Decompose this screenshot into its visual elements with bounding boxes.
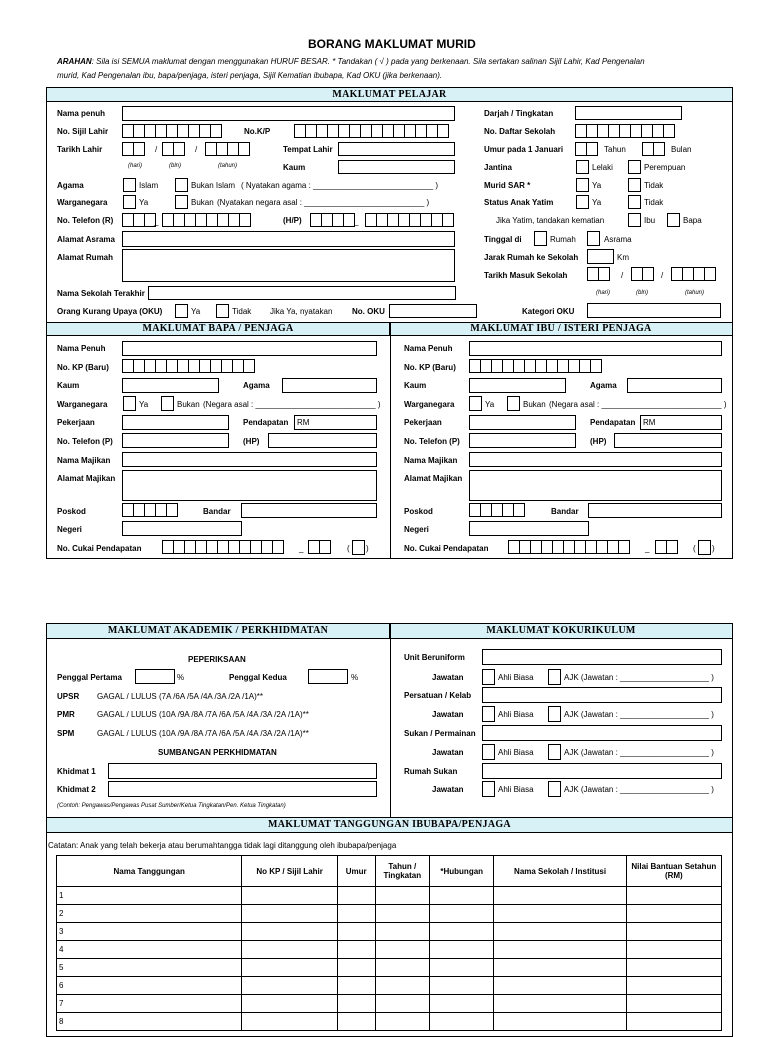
row-number: 1	[57, 887, 242, 905]
sukan-ahli-biasa-label: Ahli Biasa	[498, 748, 534, 757]
unit-beruniform-field[interactable]	[482, 649, 722, 665]
no-kp-cells[interactable]	[295, 124, 449, 138]
masuk-hint-bln: (bln)	[636, 290, 649, 296]
ibu-label-pekerjaan: Pekerjaan	[404, 418, 442, 427]
bapa-warganegara-ya-checkbox[interactable]	[123, 396, 136, 411]
bapa-majikan-field[interactable]	[122, 452, 377, 467]
umur-tahun-cells[interactable]	[576, 142, 598, 156]
row-number: 2	[57, 905, 242, 923]
oku-ya-checkbox[interactable]	[175, 304, 188, 318]
header-kokurikulum: MAKLUMAT KOKURIKULUM	[390, 624, 732, 639]
jika-yatim-text: Jika Yatim, tandakan kematian	[496, 216, 605, 225]
table-row[interactable]	[57, 977, 722, 995]
penggal-pertama-percent: %	[177, 673, 185, 682]
ibu-kaum-field[interactable]	[469, 378, 566, 393]
sukan-ajk-label: AJK (Jawatan : ____________________ )	[564, 748, 714, 757]
row-number: 8	[57, 1013, 242, 1031]
header-tanggungan: MAKLUMAT TANGGUNGAN IBUBAPA/PENJAGA	[47, 818, 732, 833]
penggal-kedua-percent: %	[351, 673, 359, 682]
ibu-cukai-suffix[interactable]	[656, 540, 678, 554]
bapa-label-pekerjaan: Pekerjaan	[57, 418, 95, 427]
kematian-bapa-checkbox[interactable]	[667, 213, 680, 227]
tinggal-asrama-checkbox[interactable]	[587, 231, 600, 246]
jantina-perempuan-label: Perempuan	[644, 163, 686, 172]
instructions-line-1	[57, 57, 645, 67]
bapa-label-pendapatan: Pendapatan	[243, 418, 289, 427]
ibu-label-hp: (HP)	[590, 437, 607, 446]
penggal-pertama-field[interactable]	[135, 669, 175, 684]
tarikh-masuk-tahun[interactable]	[672, 267, 716, 281]
label-oku: Orang Kurang Upaya (OKU)	[57, 307, 163, 316]
ibu-label-bandar: Bandar	[551, 507, 579, 516]
unit-ajk-label: AJK (Jawatan : ____________________ )	[564, 673, 714, 682]
bapa-agama-field[interactable]	[282, 378, 377, 393]
bapa-warganegara-bukan-checkbox[interactable]	[161, 396, 174, 411]
bapa-label-nama: Nama Penuh	[57, 344, 106, 353]
label-no-oku: No. OKU	[352, 307, 385, 316]
header-akademik: MAKLUMAT AKADEMIK / PERKHIDMATAN	[47, 624, 390, 639]
row-number: 7	[57, 995, 242, 1013]
jarak-km: Km	[617, 253, 629, 262]
kategori-oku-field[interactable]	[587, 303, 721, 318]
ibu-label-alamat-majikan: Alamat Majikan	[404, 474, 463, 483]
bapa-label-kp: No. KP (Baru)	[57, 363, 109, 372]
agama-bukan-islam-label: Bukan Islam	[191, 181, 236, 190]
instructions-label: ARAHAN	[57, 57, 92, 66]
row-number: 4	[57, 941, 242, 959]
rumah-ahli-biasa-checkbox[interactable]	[482, 781, 495, 797]
ibu-paren-open: (	[693, 544, 696, 553]
alamat-asrama-field[interactable]	[122, 231, 455, 247]
bapa-label-poskod: Poskod	[57, 507, 86, 516]
hp-prefix[interactable]	[311, 213, 355, 227]
label-persatuan: Persatuan / Kelab	[404, 691, 472, 700]
label-darjah: Darjah / Tingkatan	[484, 109, 554, 118]
tarikh-masuk-slash-2: /	[661, 271, 664, 280]
row-number: 6	[57, 977, 242, 995]
header-ibu: MAKLUMAT IBU / ISTERI PENJAGA	[390, 323, 732, 336]
warganegara-bukan-label: Bukan	[191, 198, 214, 207]
bapa-poskod-cells[interactable]	[123, 503, 178, 517]
label-jantina: Jantina	[484, 163, 513, 172]
persatuan-ahli-biasa-checkbox[interactable]	[482, 706, 495, 722]
umur-bulan-label: Bulan	[671, 145, 692, 154]
ibu-negara-asal: (Negara asal : ___________________________ )	[549, 400, 727, 409]
ibu-rm: RM	[643, 418, 656, 427]
label-status-yatim: Status Anak Yatim	[484, 198, 554, 207]
bapa-kp-cells[interactable]	[123, 359, 255, 373]
bapa-label-bandar: Bandar	[203, 507, 231, 516]
label-kategori-oku: Kategori OKU	[522, 307, 575, 316]
sukan-jawatan-label: Jawatan	[432, 748, 464, 757]
daftar-cells[interactable]	[576, 124, 675, 138]
oku-jika-ya: Jika Ya, nyatakan	[270, 307, 333, 316]
umur-tahun-label: Tahun	[604, 145, 626, 154]
masuk-hint-tahun: (tahun)	[685, 290, 705, 296]
bapa-hp-field[interactable]	[268, 433, 377, 448]
tarikh-masuk-hari[interactable]	[588, 267, 610, 281]
ibu-warganegara-bukan-label: Bukan	[523, 400, 546, 409]
label-sijil-lahir: No. Sijil Lahir	[57, 127, 109, 136]
table-row[interactable]	[57, 923, 722, 941]
ibu-warganegara-ya-checkbox[interactable]	[469, 396, 482, 411]
divider-akademik	[390, 624, 391, 823]
persatuan-jawatan-label: Jawatan	[432, 710, 464, 719]
col-umur: Umur	[337, 856, 375, 887]
persatuan-ajk-label: AJK (Jawatan : ____________________ )	[564, 710, 714, 719]
agama-islam-checkbox[interactable]	[123, 178, 136, 192]
ibu-majikan-field[interactable]	[469, 452, 722, 467]
hint-hari: (hari)	[128, 163, 143, 169]
bapa-label-warganegara: Warganegara	[57, 400, 108, 409]
label-upsr: UPSR	[57, 692, 80, 701]
jantina-lelaki-label: Lelaki	[592, 163, 613, 172]
instructions-line-2: murid, Kad Pengenalan ibu, bapa/penjaga, isteri penjaga, Sijil Kematian ibubapa, Kad OKU (jika berkenaan).	[57, 71, 443, 80]
no-oku-field[interactable]	[389, 304, 477, 318]
sekolah-terakhir-field[interactable]	[148, 286, 456, 300]
bapa-warganegara-bukan-label: Bukan	[177, 400, 200, 409]
tanggungan-table	[56, 855, 722, 1031]
ibu-label-telefon: No. Telefon (P)	[404, 437, 460, 446]
ibu-label-pendapatan: Pendapatan	[590, 418, 636, 427]
ibu-alamat-majikan-field[interactable]	[469, 470, 722, 501]
ibu-pekerjaan-field[interactable]	[469, 415, 576, 430]
tarikh-masuk-bln[interactable]	[632, 267, 654, 281]
table-row[interactable]	[57, 995, 722, 1013]
label-tinggal-di: Tinggal di	[484, 235, 522, 244]
kematian-ibu-label: Ibu	[644, 216, 656, 225]
ibu-telefon-field[interactable]	[469, 433, 576, 448]
bapa-label-telefon: No. Telefon (P)	[57, 437, 113, 446]
ibu-poskod-cells[interactable]	[470, 503, 525, 517]
rumah-ajk-checkbox[interactable]	[548, 781, 561, 797]
table-row[interactable]	[57, 1013, 722, 1031]
label-warganegara: Warganegara	[57, 198, 108, 207]
ibu-cukai-check[interactable]	[698, 540, 711, 555]
persatuan-field[interactable]	[482, 687, 722, 703]
warganegara-ya-checkbox[interactable]	[123, 195, 136, 209]
sukan-ahli-biasa-checkbox[interactable]	[482, 744, 495, 760]
telefon-r-number[interactable]	[163, 213, 251, 227]
yatim-tidak-checkbox[interactable]	[628, 195, 641, 209]
ibu-label-negeri: Negeri	[404, 525, 429, 534]
label-alamat-asrama: Alamat Asrama	[57, 235, 115, 244]
ibu-warganegara-ya-label: Ya	[485, 400, 495, 409]
ibu-label-warganegara: Warganegara	[404, 400, 455, 409]
tinggal-rumah-checkbox[interactable]	[534, 231, 547, 246]
ibu-cukai-cells[interactable]	[509, 540, 630, 554]
bapa-label-majikan: Nama Majikan	[57, 456, 111, 465]
murid-sar-tidak-checkbox[interactable]	[628, 178, 641, 192]
unit-ahli-biasa-checkbox[interactable]	[482, 669, 495, 685]
yatim-ya-label: Ya	[592, 198, 602, 207]
ibu-label-agama: Agama	[590, 381, 617, 390]
label-agama: Agama	[57, 181, 84, 190]
persatuan-ahli-biasa-label: Ahli Biasa	[498, 710, 534, 719]
hp-number[interactable]	[366, 213, 454, 227]
bapa-cukai-check[interactable]	[352, 540, 365, 555]
slash-1: /	[155, 145, 158, 154]
khidmat-1-field[interactable]	[108, 763, 377, 779]
label-unit-beruniform: Unit Beruniform	[404, 653, 465, 662]
tanggungan-catatan: Catatan: Anak yang telah bekerja atau berumahtangga tidak lagi ditanggung oleh ibubapa/penjaga	[48, 841, 397, 850]
ibu-label-majikan: Nama Majikan	[404, 456, 458, 465]
bapa-kaum-field[interactable]	[122, 378, 219, 393]
label-kaum: Kaum	[283, 163, 306, 172]
ibu-label-cukai: No. Cukai Pendapatan	[404, 544, 489, 553]
row-number: 3	[57, 923, 242, 941]
kaum-field[interactable]	[338, 160, 455, 174]
bapa-alamat-majikan-field[interactable]	[122, 470, 377, 501]
bapa-nama-field[interactable]	[122, 341, 377, 356]
unit-ahli-biasa-label: Ahli Biasa	[498, 673, 534, 682]
penggal-kedua-field[interactable]	[308, 669, 348, 684]
bapa-telefon-field[interactable]	[122, 433, 229, 448]
label-tarikh-masuk: Tarikh Masuk Sekolah	[484, 271, 568, 280]
rumah-ajk-label: AJK (Jawatan : ____________________ )	[564, 785, 714, 794]
persatuan-ajk-checkbox[interactable]	[548, 706, 561, 722]
bapa-rm: RM	[297, 418, 310, 427]
slash-2: /	[195, 145, 198, 154]
label-tarikh-lahir: Tarikh Lahir	[57, 145, 103, 154]
bapa-cukai-suffix[interactable]	[309, 540, 331, 554]
masuk-hint-hari: (hari)	[596, 290, 611, 296]
agama-islam-label: Islam	[139, 181, 159, 190]
tinggal-rumah-label: Rumah	[550, 235, 576, 244]
bapa-label-agama: Agama	[243, 381, 270, 390]
bapa-negara-asal: (Negara asal : ___________________________ )	[203, 400, 381, 409]
instructions-text: : Sila isi SEMUA maklumat dengan menggunakan HURUF BESAR. * Tandakan ( √ ) pada yang berkenaan. Sila sertakan salinan Sijil Lahir, Kad Pengenalan	[91, 57, 645, 66]
umur-bulan-cells[interactable]	[643, 142, 665, 156]
label-jarak: Jarak Rumah ke Sekolah	[484, 253, 579, 262]
yatim-ya-checkbox[interactable]	[576, 195, 589, 209]
ibu-bandar-field[interactable]	[588, 503, 722, 518]
pmr-value: GAGAL / LULUS (10A /9A /8A /7A /6A /5A /4A /3A /2A /1A)**	[97, 710, 309, 719]
label-khidmat-2: Khidmat 2	[57, 785, 96, 794]
bapa-bandar-field[interactable]	[241, 503, 377, 518]
rumah-ahli-biasa-label: Ahli Biasa	[498, 785, 534, 794]
bapa-label-cukai: No. Cukai Pendapatan	[57, 544, 142, 553]
ibu-label-kp: No. KP (Baru)	[404, 363, 456, 372]
sijil-lahir-cells[interactable]	[123, 124, 222, 138]
nyatakan-negara: (Nyatakan negara asal : ___________________________ )	[217, 198, 430, 207]
bapa-negeri-field[interactable]	[122, 521, 242, 536]
label-sekolah-terakhir: Nama Sekolah Terakhir	[57, 289, 145, 298]
col-nama: Nama Tanggungan	[57, 856, 242, 887]
bapa-paren-close: )	[366, 544, 369, 553]
peperiksaan-title: PEPERIKSAAN	[188, 655, 246, 664]
divider-ibubapa	[390, 323, 391, 559]
bapa-cukai-dash: _	[299, 544, 304, 553]
row-number: 5	[57, 959, 242, 977]
jarak-field[interactable]	[587, 249, 614, 264]
label-alamat-rumah: Alamat Rumah	[57, 253, 114, 262]
label-khidmat-1: Khidmat 1	[57, 767, 96, 776]
table-row[interactable]	[57, 905, 722, 923]
telefon-r-prefix[interactable]	[123, 213, 159, 227]
murid-sar-ya-checkbox[interactable]	[576, 178, 589, 192]
kematian-bapa-label: Bapa	[683, 216, 702, 225]
label-umur: Umur pada 1 Januari	[484, 145, 564, 154]
bapa-paren-open: (	[347, 544, 350, 553]
murid-sar-ya-label: Ya	[592, 181, 602, 190]
col-tingkatan: Tahun / Tingkatan	[375, 856, 429, 887]
unit-ajk-checkbox[interactable]	[548, 669, 561, 685]
label-telefon: No. Telefon (R)	[57, 216, 114, 225]
rumah-jawatan-label: Jawatan	[432, 785, 464, 794]
tanggungan-header-row	[57, 856, 722, 887]
sumbangan-title: SUMBANGAN PERKHIDMATAN	[158, 748, 277, 757]
label-sukan: Sukan / Permainan	[404, 729, 476, 738]
table-row[interactable]	[57, 959, 722, 977]
ibu-label-nama: Nama Penuh	[404, 344, 453, 353]
warganegara-ya-label: Ya	[139, 198, 149, 207]
bapa-cukai-cells[interactable]	[163, 540, 284, 554]
murid-sar-tidak-label: Tidak	[644, 181, 664, 190]
col-no-kp: No KP / Sijil Lahir	[242, 856, 337, 887]
ibu-label-poskod: Poskod	[404, 507, 433, 516]
rumah-sukan-field[interactable]	[482, 763, 722, 779]
tarikh-masuk-slash-1: /	[621, 271, 624, 280]
bapa-label-negeri: Negeri	[57, 525, 82, 534]
form-title: BORANG MAKLUMAT MURID	[308, 37, 476, 51]
label-no-kp: No.K/P	[244, 127, 271, 136]
ibu-label-kaum: Kaum	[404, 381, 427, 390]
table-row[interactable]	[57, 887, 722, 905]
header-bapa: MAKLUMAT BAPA / PENJAGA	[47, 323, 390, 336]
label-hp: (H/P)	[283, 216, 302, 225]
oku-tidak-checkbox[interactable]	[216, 304, 229, 318]
jantina-perempuan-checkbox[interactable]	[628, 160, 641, 174]
spm-value: GAGAL / LULUS (10A /9A /8A /7A /6A /5A /4A /3A /2A /1A)**	[97, 729, 309, 738]
label-penggal-pertama: Penggal Pertama	[57, 673, 122, 682]
ibu-agama-field[interactable]	[627, 378, 722, 393]
col-hubungan: *Hubungan	[429, 856, 494, 887]
tarikh-lahir-bln[interactable]	[163, 142, 185, 156]
ibu-negeri-field[interactable]	[469, 521, 589, 536]
nama-penuh-field[interactable]	[122, 106, 455, 121]
warganegara-bukan-checkbox[interactable]	[175, 195, 188, 209]
col-sekolah: Nama Sekolah / Institusi	[494, 856, 626, 887]
sukan-field[interactable]	[482, 725, 722, 741]
nyatakan-agama: ( Nyatakan agama : ___________________________ )	[241, 181, 439, 190]
label-tempat-lahir: Tempat Lahir	[283, 145, 333, 154]
hint-bln: (bln)	[169, 163, 182, 169]
alamat-rumah-field[interactable]	[122, 249, 455, 282]
tarikh-lahir-hari[interactable]	[123, 142, 145, 156]
yatim-tidak-label: Tidak	[644, 198, 664, 207]
bapa-pekerjaan-field[interactable]	[122, 415, 229, 430]
upsr-value: GAGAL / LULUS (7A /6A /5A /4A /3A /2A /1A)**	[97, 692, 264, 701]
khidmat-2-field[interactable]	[108, 781, 377, 797]
label-nama-penuh: Nama penuh	[57, 109, 106, 118]
ibu-paren-close: )	[712, 544, 715, 553]
unit-jawatan-label: Jawatan	[432, 673, 464, 682]
ibu-warganegara-bukan-checkbox[interactable]	[507, 396, 520, 411]
label-daftar: No. Daftar Sekolah	[484, 127, 556, 136]
bapa-label-hp: (HP)	[243, 437, 260, 446]
label-rumah-sukan: Rumah Sukan	[404, 767, 458, 776]
sukan-ajk-checkbox[interactable]	[548, 744, 561, 760]
bapa-warganegara-ya-label: Ya	[139, 400, 149, 409]
khidmat-contoh: (Contoh: Pengawas/Pengawas Pusat Sumber/Ketua Tingkatan/Pen. Ketua Tingkatan)	[57, 803, 286, 809]
bapa-label-kaum: Kaum	[57, 381, 80, 390]
tempat-lahir-field[interactable]	[338, 142, 455, 156]
agama-bukan-islam-checkbox[interactable]	[175, 178, 188, 192]
kematian-ibu-checkbox[interactable]	[628, 213, 641, 227]
telefon-dash: _	[154, 217, 159, 226]
ibu-cukai-dash: _	[645, 544, 650, 553]
hint-tahun: (tahun)	[218, 163, 238, 169]
ibu-kp-cells[interactable]	[470, 359, 602, 373]
oku-tidak-label: Tidak	[232, 307, 252, 316]
hp-dash: _	[354, 217, 359, 226]
header-pelajar: MAKLUMAT PELAJAR	[47, 88, 732, 102]
label-murid-sar: Murid SAR *	[484, 181, 531, 190]
tinggal-asrama-label: Asrama	[604, 235, 632, 244]
jantina-lelaki-checkbox[interactable]	[576, 160, 589, 174]
table-row[interactable]	[57, 941, 722, 959]
label-spm: SPM	[57, 729, 75, 738]
bapa-label-alamat-majikan: Alamat Majikan	[57, 474, 116, 483]
col-bantuan: Nilai Bantuan Setahun (RM)	[626, 856, 721, 887]
ibu-hp-field[interactable]	[614, 433, 722, 448]
oku-ya-label: Ya	[191, 307, 201, 316]
label-pmr: PMR	[57, 710, 75, 719]
label-penggal-kedua: Penggal Kedua	[229, 673, 287, 682]
ibu-nama-field[interactable]	[469, 341, 722, 356]
darjah-field[interactable]	[575, 106, 682, 120]
tarikh-lahir-tahun[interactable]	[206, 142, 250, 156]
